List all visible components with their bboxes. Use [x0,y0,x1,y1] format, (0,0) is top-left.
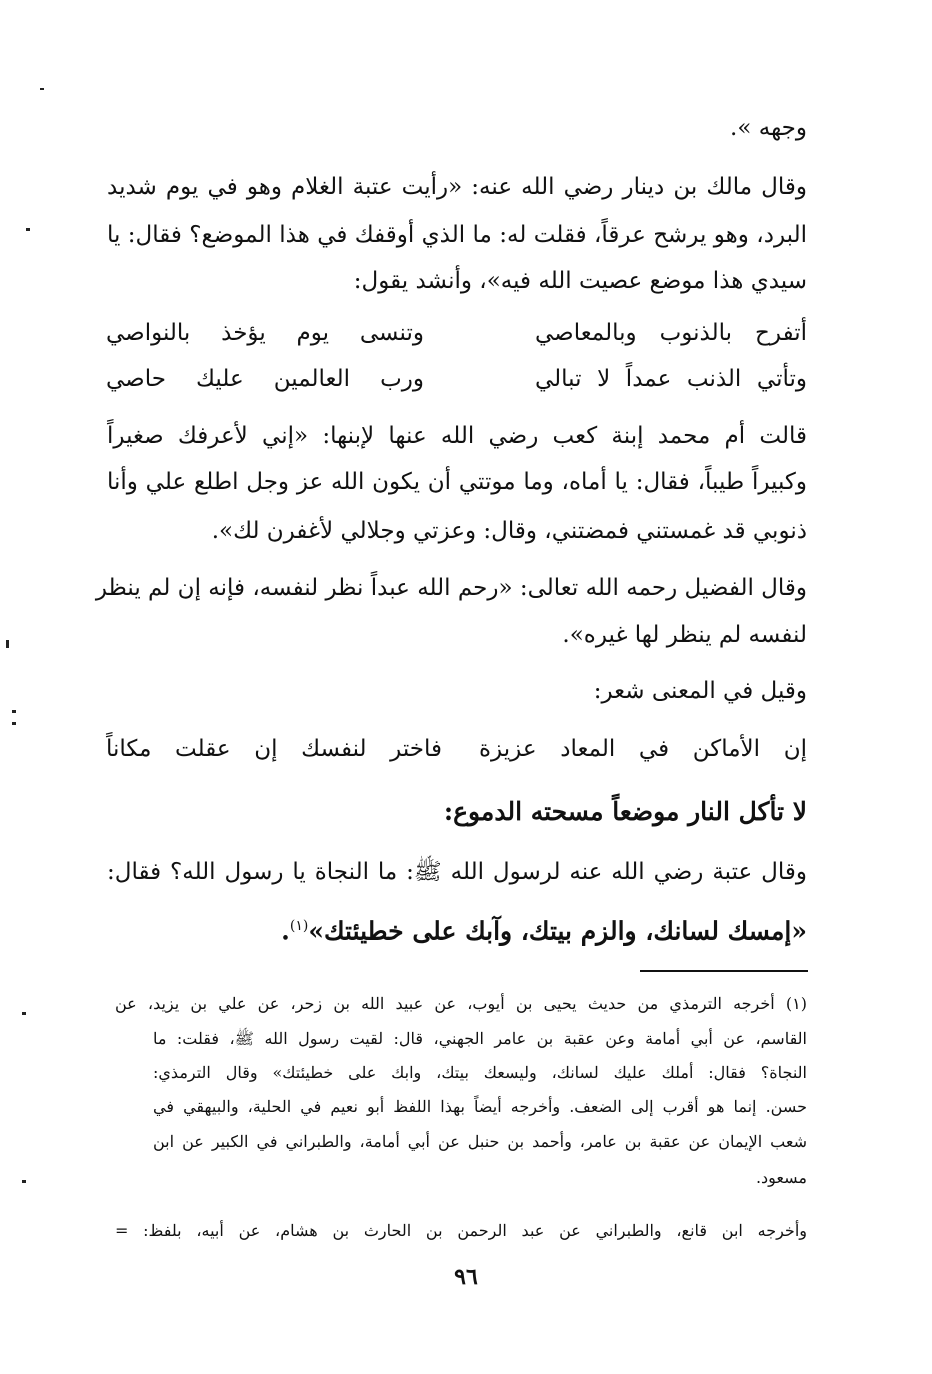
section-heading: لا تأكل النار موضعاً مسحته الدموع: [443,797,807,826]
paragraph-1-line-2: البرد، وهو يرشح عرقاً، فقلت له: ما الذي أوقفك في هذا الموضع؟ فقال: يا [107,222,807,248]
footnote-separator [640,970,808,972]
poem-2-first: إن الأماكن في المعاد عزيزة [479,736,807,762]
poem-1-verse-1-first: أتفرح بالذنوب وبالمعاصي [535,320,807,346]
scan-artifact [22,1012,26,1015]
poem-1-verse-2-second: ورب العالمين عليك حاصي [106,366,424,392]
hadith-text: «إمسك لسانك، والزم بيتك، وآبك على خطيئتك» [308,916,807,946]
scan-artifact [12,722,16,725]
scan-artifact [40,88,44,90]
footnote-continuation: وأخرجه ابن قانع، والطبراني عن عبد الرحمن بن الحارث بن هشام، عن أبيه، بلفظ: = [115,1221,807,1240]
poem-1-verse-1-second: وتنسى يوم يؤخذ بالنواصي [106,320,424,346]
hadith-end: . [281,916,290,946]
footnote-line-1: (١) أخرجه الترمذي من حديث يحيى بن أيوب، عن عبيد الله بن زحر، عن علي بن يزيد، عن [115,994,807,1013]
paragraph-1-line-3: سيدي هذا موضع عصيت الله فيه»، وأنشد يقول: [353,268,807,294]
poem-2-intro: وقيل في المعنى شعر: [593,678,807,704]
footnote-line-5: شعب الإيمان عن عقبة بن عامر، وأحمد بن حنبل عن أبي أمامة، والطبراني في الكبير عن ابن [153,1132,807,1151]
top-fragment: وجهه ». [730,115,807,141]
paragraph-1-line-1: وقال مالك بن دينار رضي الله عنه: «رأيت عتبة الغلام وهو في يوم شديد [107,174,807,200]
footnote-line-2: القاسم، عن أبي أمامة وعن عقبة بن عامر الجهني، قال: لقيت رسول الله ﷺ، فقلت: ما [153,1029,807,1048]
hadith-quote [281,911,807,946]
scan-artifact [22,1180,26,1183]
footnote-line-4: حسن. إنما هو أقرب إلى الضعف. وأخرجه أيضاً بهذا اللفظ أبو نعيم في الحلية، والبيهقي في [153,1097,808,1116]
scan-artifact [12,710,16,713]
footnote-line-3: النجاة؟ فقال: أملك عليك لسانك، وليسعك بيتك، وابك على خطيئتك» وقال الترمذي: [153,1063,807,1082]
scan-artifact [6,640,9,648]
paragraph-2-line-2: وكبيراً طيباً، فقال: يا أماه، وما موتتي أن يكون الله عز وجل اطلع علي وأنا [107,469,807,495]
scan-artifact [26,228,30,231]
paragraph-2-line-3: ذنوبي قد غمستني فمضتني، وقال: وعزتي وجلالي لأغفرن لك». [211,518,807,544]
paragraph-3-line-1: وقال الفضيل رحمه الله تعالى: «رحم الله عبداً نظر لنفسه، فإنه إن لم ينظر [95,575,807,601]
paragraph-2-line-1: قالت أم محمد إبنة كعب رضي الله عنها لإبنها: «إني لأعرفك صغيراً [107,423,807,449]
poem-2-second: فاختر لنفسك إن عقلت مكاناً [106,736,442,762]
poem-1-verse-2-first: وتأتي الذنب عمداً لا تبالي [535,366,807,392]
page-number: ٩٦ [454,1264,478,1290]
paragraph-3-line-2: لنفسه لم ينظر لها غيره». [562,622,807,648]
paragraph-4: وقال عتبة رضي الله عنه لرسول الله ﷺ: ما النجاة يا رسول الله؟ فقال: [107,859,807,885]
footnote-ref-1: (١) [289,918,309,934]
footnote-line-6: مسعود. [755,1168,807,1187]
